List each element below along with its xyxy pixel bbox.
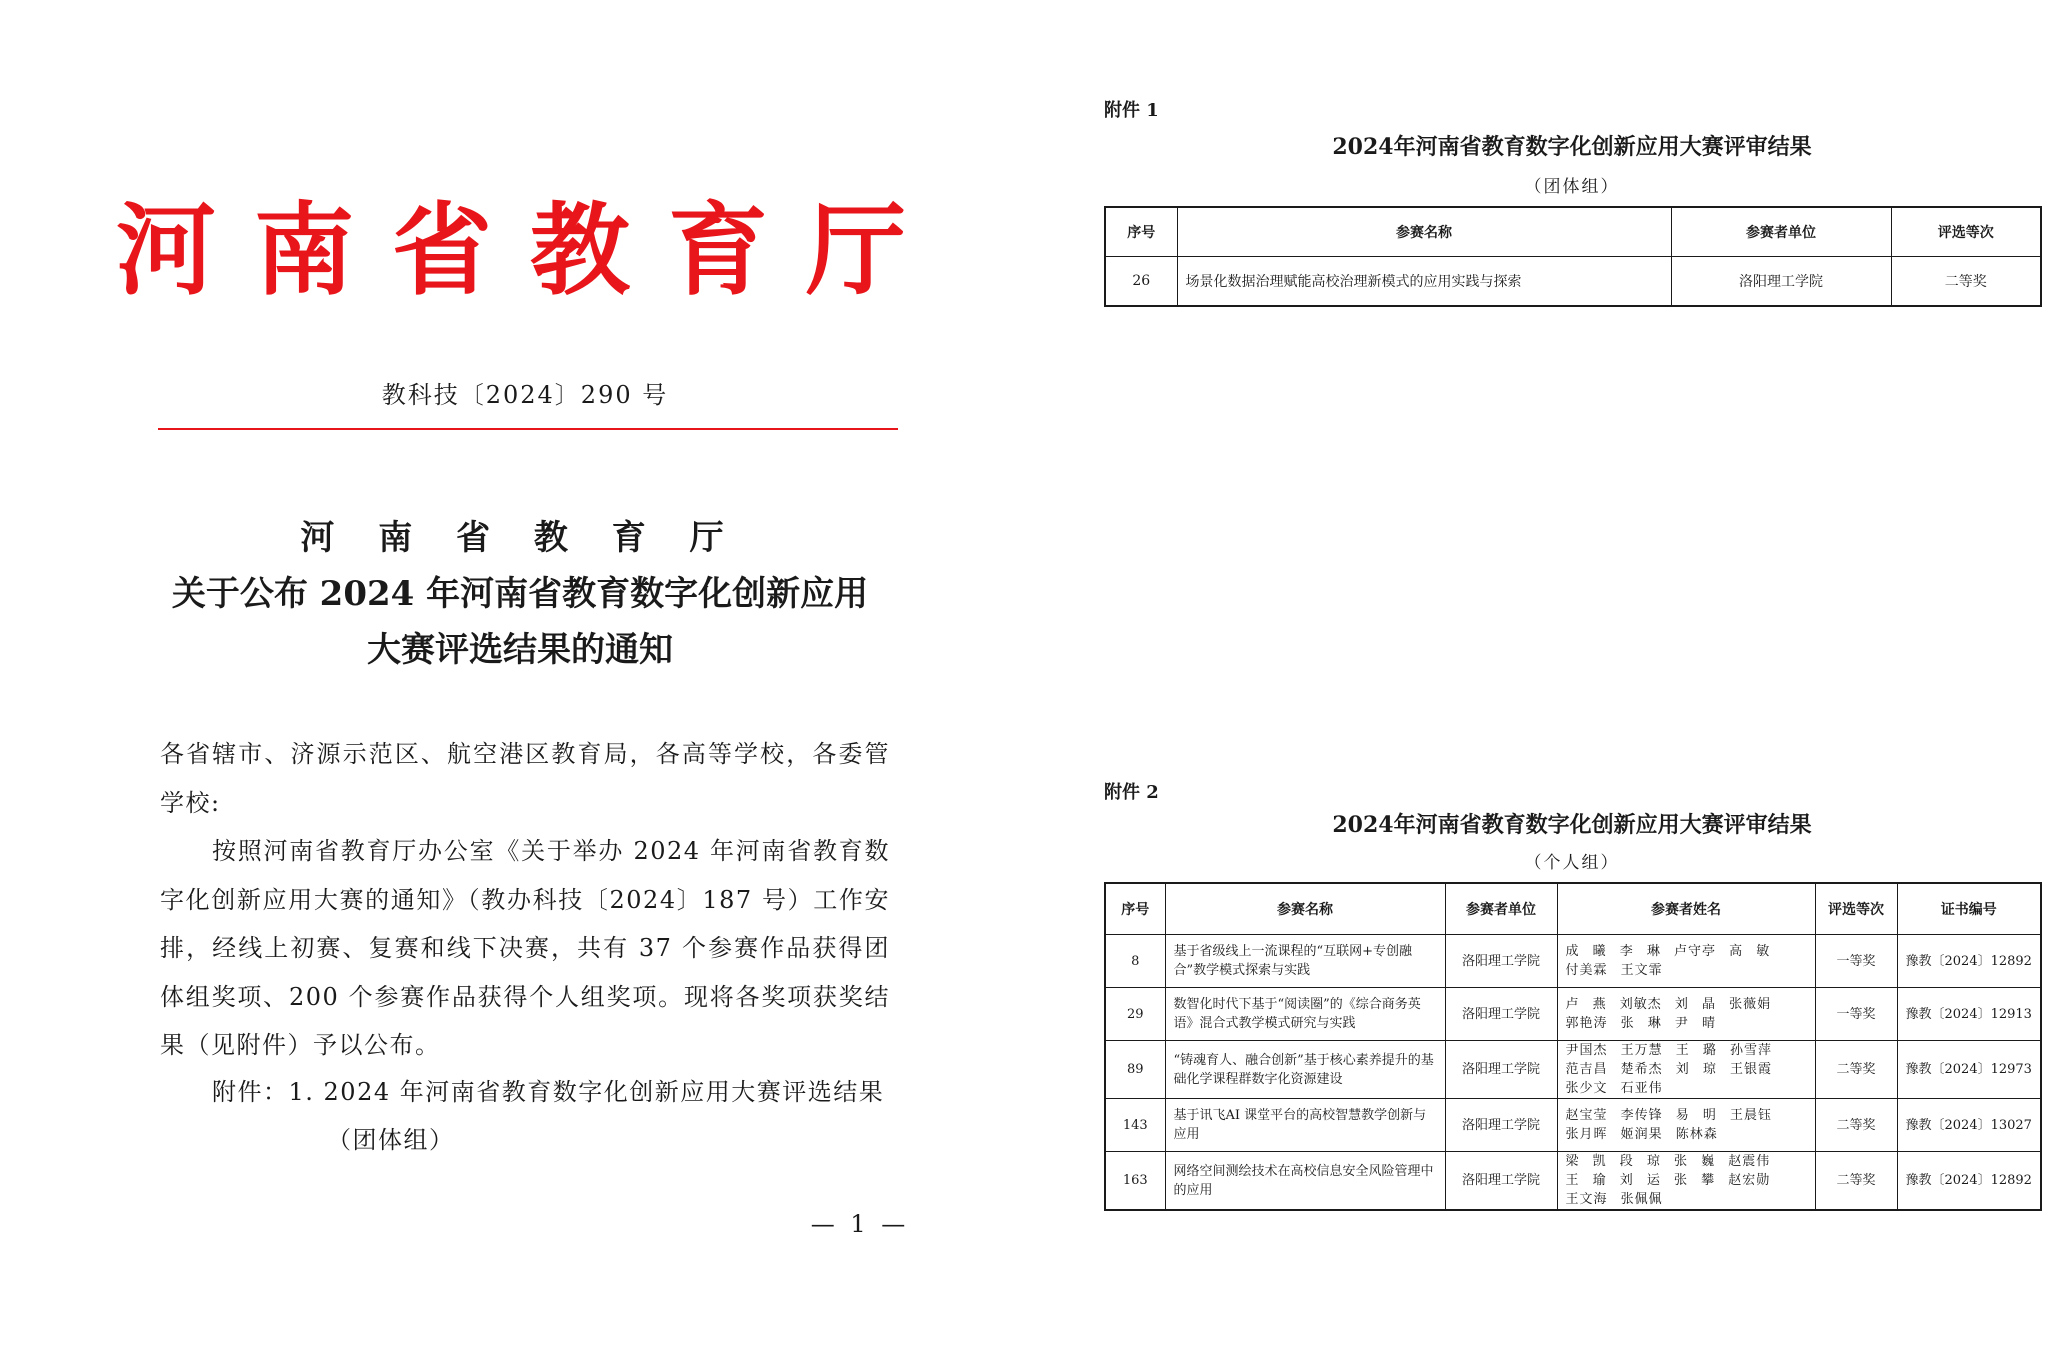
names-line: 王文海 张佩佩 — [1565, 1192, 1663, 1207]
notice-title-line3: 大赛评选结果的通知 — [367, 630, 673, 670]
team-results-table — [1104, 206, 2042, 307]
entry-name: 场景化数据治理赋能高校治理新模式的应用实践与探索 — [1177, 257, 1671, 307]
header-cell: 证书编号 — [1897, 883, 2041, 935]
annex2-title: 2024年河南省教育数字化创新应用大赛评审结果 — [1332, 812, 1812, 838]
entry-grade: 一等奖 — [1815, 988, 1897, 1041]
entry-name: 数智化时代下基于“阅读圈”的《综合商务英语》混合式教学模式研究与实践 — [1165, 988, 1445, 1041]
entry-grade: 一等奖 — [1815, 935, 1897, 988]
entry-unit: 洛阳理工学院 — [1445, 935, 1557, 988]
entry-cert: 豫教〔2024〕13027 — [1897, 1099, 2041, 1152]
annex2-subtitle: （个人组） — [1524, 853, 1620, 873]
row-number: 26 — [1105, 257, 1177, 307]
table-row — [1105, 935, 2041, 988]
table-row — [1105, 257, 2041, 307]
annex-page — [1024, 0, 2048, 1365]
entry-names — [1557, 1099, 1815, 1152]
entry-unit: 洛阳理工学院 — [1671, 257, 1891, 307]
notice-title-line1: 河 南 省 教 育 厅 — [300, 518, 740, 558]
row-number: 163 — [1105, 1152, 1165, 1211]
masthead-title: 河南省教育厅 — [116, 191, 944, 309]
annex1-label: 附件 1 — [1104, 100, 1159, 121]
entry-unit: 洛阳理工学院 — [1445, 1099, 1557, 1152]
body-paragraph: 按照河南省教育厅办公室《关于举办 2024 年河南省教育数字化创新应用大赛的通知》（教办科技〔2024〕187 号）工作安排，经线上初赛、复赛和线下决赛，共有 37 个参赛作品获得团体组奖项、200 个参赛作品获得个人组奖项。现将各奖项获奖结果（见附件）予以公布。 — [160, 837, 890, 1059]
names-line: 付美霖 王文霏 — [1565, 963, 1663, 978]
entry-names — [1557, 1152, 1815, 1211]
entry-name: 基于省级线上一流课程的“互联网+专创融合”教学模式探索与实践 — [1165, 935, 1445, 988]
header-cell: 参赛名称 — [1165, 883, 1445, 935]
entry-unit: 洛阳理工学院 — [1445, 988, 1557, 1041]
names-line: 梁 凯 段 琼 张 巍 赵震伟 — [1565, 1154, 1771, 1169]
header-cell: 参赛者单位 — [1671, 207, 1891, 257]
individual-results-table — [1104, 882, 2042, 1211]
entry-name: 基于讯飞AI 课堂平台的高校智慧教学创新与应用 — [1165, 1099, 1445, 1152]
header-cell: 参赛者单位 — [1445, 883, 1557, 935]
entry-names — [1557, 935, 1815, 988]
header-cell: 参赛名称 — [1177, 207, 1671, 257]
entry-cert: 豫教〔2024〕12892 — [1897, 935, 2041, 988]
names-line: 赵宝莹 李传锋 易 明 王晨钰 — [1565, 1108, 1773, 1123]
table-header-row — [1105, 207, 2041, 257]
table-row — [1105, 988, 2041, 1041]
entry-name: 网络空间测绘技术在高校信息安全风险管理中的应用 — [1165, 1152, 1445, 1211]
entry-unit: 洛阳理工学院 — [1445, 1041, 1557, 1099]
entry-name: “铸魂育人、融合创新”基于核心素养提升的基础化学课程群数字化资源建设 — [1165, 1041, 1445, 1099]
red-divider — [158, 428, 898, 430]
entry-grade: 二等奖 — [1815, 1041, 1897, 1099]
entry-grade: 二等奖 — [1815, 1152, 1897, 1211]
row-number: 89 — [1105, 1041, 1165, 1099]
table-row — [1105, 1041, 2041, 1099]
annex2-label: 附件 2 — [1104, 782, 1159, 803]
names-line: 范吉昌 楚希杰 刘 琼 王银霞 — [1565, 1062, 1773, 1077]
names-line: 郭艳涛 张 琳 尹 晴 — [1565, 1016, 1717, 1031]
names-line: 尹国杰 王万慧 王 璐 孙雪萍 — [1565, 1043, 1773, 1058]
row-number: 143 — [1105, 1099, 1165, 1152]
entry-grade: 二等奖 — [1815, 1099, 1897, 1152]
notice-title — [120, 510, 920, 678]
names-line: 成 曦 李 琳 卢守亭 高 敏 — [1565, 944, 1771, 959]
names-line: 卢 燕 刘敏杰 刘 晶 张薇娟 — [1565, 997, 1772, 1012]
names-line: 王 瑜 刘 运 张 攀 赵宏勋 — [1565, 1173, 1771, 1188]
names-line: 张少文 石亚伟 — [1565, 1081, 1663, 1096]
table-header-row — [1105, 883, 2041, 935]
attachment-note — [212, 1068, 912, 1164]
table-row — [1105, 1099, 2041, 1152]
names-line: 张月晖 姬润果 陈林森 — [1565, 1127, 1718, 1142]
entry-grade: 二等奖 — [1891, 257, 2041, 307]
entry-cert: 豫教〔2024〕12913 — [1897, 988, 2041, 1041]
annex1-title: 2024年河南省教育数字化创新应用大赛评审结果 — [1332, 134, 1812, 160]
header-cell: 评选等次 — [1815, 883, 1897, 935]
header-cell: 参赛者姓名 — [1557, 883, 1815, 935]
header-cell: 序号 — [1105, 207, 1177, 257]
entry-unit: 洛阳理工学院 — [1445, 1152, 1557, 1211]
notice-body — [160, 730, 890, 1070]
page-number: — 1 — — [810, 1210, 910, 1238]
row-number: 29 — [1105, 988, 1165, 1041]
row-number: 8 — [1105, 935, 1165, 988]
entry-cert: 豫教〔2024〕12892 — [1897, 1152, 2041, 1211]
entry-names — [1557, 1041, 1815, 1099]
entry-names — [1557, 988, 1815, 1041]
salutation: 各省辖市、济源示范区、航空港区教育局，各高等学校，各委管学校: — [160, 740, 890, 817]
header-cell: 评选等次 — [1891, 207, 2041, 257]
attachment-line-1: 附件：1. 2024 年河南省教育数字化创新应用大赛评选结果 — [212, 1078, 885, 1106]
table-row — [1105, 1152, 2041, 1211]
annex1-subtitle: （团体组） — [1524, 177, 1620, 197]
notice-title-line2: 关于公布 2024 年河南省教育数字化创新应用 — [171, 574, 869, 614]
entry-cert: 豫教〔2024〕12973 — [1897, 1041, 2041, 1099]
document-number: 教科技〔2024〕290 号 — [381, 381, 669, 409]
attachment-line-2: （团体组） — [327, 1126, 455, 1154]
header-cell: 序号 — [1105, 883, 1165, 935]
